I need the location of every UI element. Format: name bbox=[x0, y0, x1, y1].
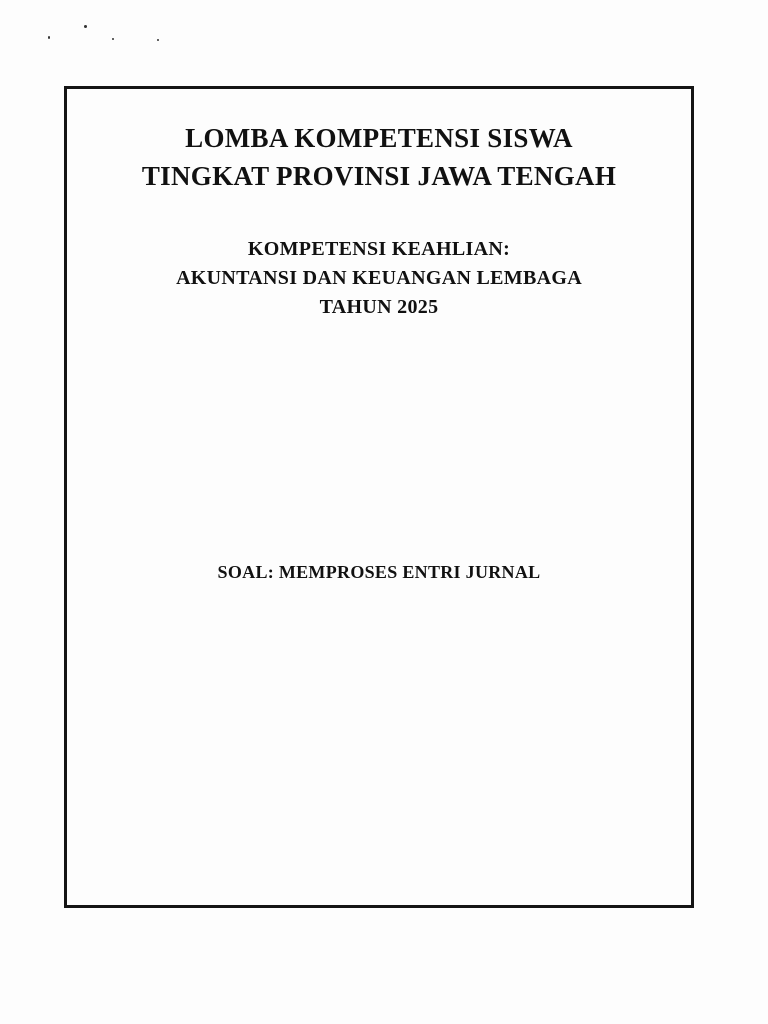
scan-speck bbox=[157, 39, 159, 41]
competency-year: TAHUN 2025 bbox=[319, 296, 439, 318]
title-block bbox=[67, 119, 691, 195]
competency-block bbox=[67, 235, 691, 322]
scan-speck bbox=[112, 38, 114, 40]
competency-heading: KOMPETENSI KEAHLIAN: bbox=[247, 238, 511, 260]
title-line-2: TINGKAT PROVINSI JAWA TENGAH bbox=[141, 161, 617, 191]
cover-frame bbox=[64, 86, 694, 908]
competency-name: AKUNTANSI DAN KEUANGAN LEMBAGA bbox=[176, 267, 582, 289]
scan-speck bbox=[84, 25, 87, 28]
scan-speck bbox=[48, 36, 50, 39]
title-line-1: LOMBA KOMPETENSI SISWA bbox=[185, 123, 573, 153]
question-label: SOAL: MEMPROSES ENTRI JURNAL bbox=[217, 562, 541, 582]
